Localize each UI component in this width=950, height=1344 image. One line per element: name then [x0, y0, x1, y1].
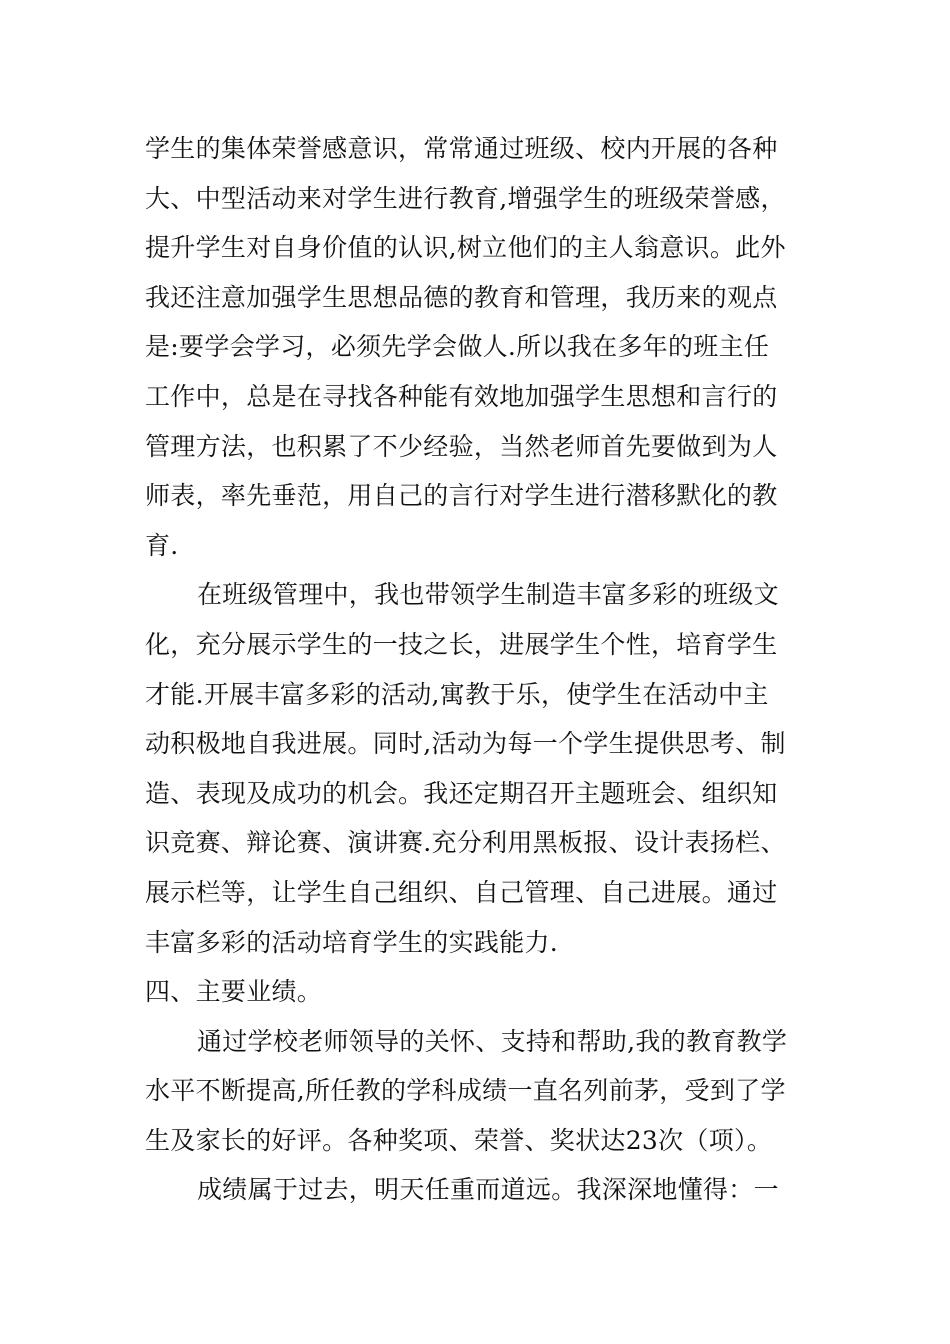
text-line: 通过学校老师领导的关怀、支持和帮助,我的教育教学: [197, 1026, 788, 1056]
text-line: 在班级管理中，我也带领学生制造丰富多彩的班级文: [197, 580, 779, 610]
text-line: 生及家长的好评。各种奖项、荣誉、奖状达23次（项）。: [145, 1125, 773, 1155]
text-line: 才能.开展丰富多彩的活动,寓教于乐，使学生在活动中主: [145, 679, 769, 709]
text-line: 提升学生对自身价值的认识,树立他们的主人翁意识。此外: [145, 233, 786, 263]
text-line: 我还注意加强学生思想品德的教育和管理，我历来的观点: [145, 282, 778, 312]
text-line: 育.: [145, 530, 179, 560]
text-line: 大、中型活动来对学生进行教育,增强学生的班级荣誉感，: [145, 183, 786, 213]
text-line: 化，充分展示学生的一技之长，进展学生个性，培育学生: [145, 629, 778, 659]
text-line: 工作中，总是在寻找各种能有效地加强学生思想和言行的: [145, 381, 778, 411]
text-line: 丰富多彩的活动培育学生的实践能力.: [145, 927, 559, 957]
text-line: 师表，率先垂范，用自己的言行对学生进行潜移默化的教: [145, 481, 778, 511]
text-line: 成绩属于过去，明天任重而道远。我深深地懂得：一: [197, 1175, 779, 1205]
text-line: 水平不断提高,所任教的学科成绩一直名列前茅，受到了学: [145, 1076, 786, 1106]
text-line: 造、表现及成功的机会。我还定期召开主题班会、组织知: [145, 778, 778, 808]
text-line: 动积极地自我进展。同时,活动为每一个学生提供思考、制: [145, 729, 786, 759]
text-line: 展示栏等，让学生自己组织、自己管理、自己进展。通过: [145, 877, 778, 907]
text-line: 是:要学会学习，必须先学会做人.所以我在多年的班主任: [145, 332, 770, 362]
text-line: 学生的集体荣誉感意识，常常通过班级、校内开展的各种: [145, 134, 778, 163]
text-line: 四、主要业绩。: [145, 977, 323, 1007]
text-line: 识竞赛、辩论赛、演讲赛.充分利用黑板报、设计表扬栏、: [145, 828, 786, 858]
body-text: [145, 124, 810, 1215]
text-line: 管理方法，也积累了不少经验，当然老师首先要做到为人: [145, 431, 778, 461]
